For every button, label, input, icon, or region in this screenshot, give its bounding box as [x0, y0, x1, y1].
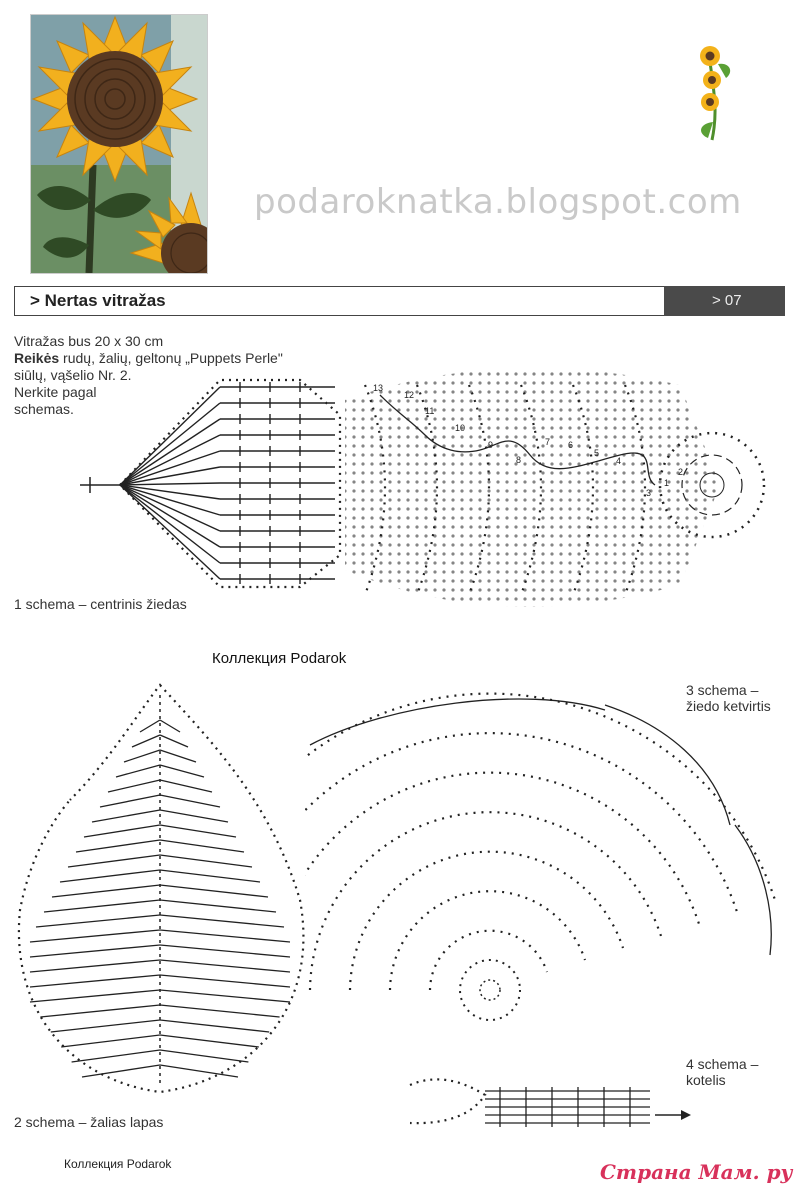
round-number: 3 [646, 488, 652, 498]
stitch-mark [120, 483, 220, 485]
stitch-mark [132, 735, 160, 747]
stitch-mark [120, 485, 220, 547]
stitch-mark [36, 915, 160, 927]
stitch-mark [160, 795, 220, 807]
stitch-mark [72, 1050, 160, 1062]
intro-hook: siūlų, vąšelio Nr. 2. [14, 367, 132, 383]
stitch-mark [160, 840, 244, 852]
stitch-mark [40, 1005, 160, 1017]
stitch-mark [120, 419, 220, 485]
stitch-mark [30, 945, 160, 957]
intro-instruction-1: Nerkite pagal [14, 384, 97, 400]
fan-arc [305, 694, 775, 990]
schema1-caption: 1 schema – centrinis žiedas [14, 596, 187, 612]
stitch-mark [160, 825, 236, 837]
stitch-mark [160, 1065, 238, 1077]
brand-suffix: . ру [752, 1160, 793, 1184]
fan-arc [430, 931, 547, 990]
round-number: 5 [594, 448, 600, 458]
stitch-mark [160, 765, 204, 777]
stitch-mark [160, 915, 284, 927]
stitch-mark [61, 1035, 160, 1047]
stitch-mark [160, 810, 228, 822]
intro-materials-rest: rudų, žalių, geltonų „Puppets Perle" [59, 350, 283, 366]
stitch-mark [160, 1035, 259, 1047]
round-number: 10 [455, 423, 466, 433]
stitch-mark [160, 735, 188, 747]
round-number: 1 [664, 478, 670, 488]
schema3-caption [686, 682, 771, 714]
page-number-tab: > 07 [664, 286, 785, 316]
section-title: > Nertas vitražas [30, 291, 166, 310]
stitch-mark [160, 720, 180, 732]
brand-name: Страна Мам [600, 1160, 753, 1184]
stitch-mark [30, 930, 160, 942]
stitch-mark [52, 885, 160, 897]
schema4-stem-diagram [405, 1065, 695, 1145]
stitch-mark [160, 900, 276, 912]
schema2-leaf-diagram [10, 680, 320, 1100]
stitch-mark [120, 435, 220, 485]
schema4-caption-line2: kotelis [686, 1072, 726, 1088]
stitch-mark [68, 855, 160, 867]
fan-arc [305, 733, 737, 990]
round-number: 12 [404, 390, 415, 400]
schema3-caption-line2: žiedo ketvirtis [686, 698, 771, 714]
stitch-mark [108, 780, 160, 792]
round-number: 13 [373, 383, 384, 393]
stitch-mark [160, 855, 252, 867]
schema4-caption [686, 1056, 758, 1088]
stitch-mark [160, 885, 268, 897]
brand-logo [600, 1160, 793, 1184]
stitch-mark [160, 1050, 248, 1062]
stitch-mark [30, 960, 160, 972]
stitch-mark [160, 1020, 269, 1032]
stitch-mark [51, 1020, 160, 1032]
stitch-mark [160, 930, 290, 942]
stitch-mark [60, 870, 160, 882]
blog-watermark: podaroknatka.blogspot.com [254, 182, 742, 222]
fan-arc [390, 891, 585, 990]
stitch-mark [116, 765, 160, 777]
intro-materials-bold: Reikės [14, 350, 60, 366]
stitch-mark [160, 990, 290, 1002]
stitch-mark [120, 403, 220, 485]
stitch-mark [76, 840, 160, 852]
stitch-mark [120, 485, 220, 579]
stitch-mark [124, 750, 160, 762]
stitch-mark [30, 990, 160, 1002]
round-number: 2 [678, 467, 684, 477]
stitch-mark [160, 960, 290, 972]
round-number: 9 [488, 440, 494, 450]
stitch-mark [82, 1065, 160, 1077]
stitch-mark [160, 780, 212, 792]
round-number: 8 [516, 455, 522, 465]
sunflower-photo-art [31, 15, 207, 273]
round-number: 7 [545, 437, 551, 447]
fan-arc [350, 852, 623, 990]
stitch-mark [160, 750, 196, 762]
schema3-quarter-diagram [305, 685, 795, 1045]
stitch-mark [44, 900, 160, 912]
collection-label: Коллекция Podarok [212, 650, 347, 667]
round-number: 4 [616, 456, 622, 466]
round-number: 11 [425, 406, 435, 416]
stitch-mark [92, 810, 160, 822]
sunflower-photo [30, 14, 208, 274]
collection-label-bottom: Коллекция Podarok [64, 1157, 172, 1171]
stitch-mark [84, 825, 160, 837]
stitch-mark [140, 720, 160, 732]
schema1-diagram [80, 325, 800, 640]
intro-instruction-2: schemas. [14, 401, 74, 417]
schema2-caption: 2 schema – žalias lapas [14, 1114, 164, 1130]
intro-size: Vitražas bus 20 x 30 cm [14, 333, 164, 349]
schema3-caption-line1: 3 schema – [686, 682, 759, 698]
fan-arc [310, 812, 661, 990]
stitch-mark [160, 870, 260, 882]
stitch-mark [160, 945, 290, 957]
fan-arc [305, 773, 699, 990]
stitch-mark [30, 975, 160, 987]
stitch-mark [100, 795, 160, 807]
stitch-mark [160, 1005, 280, 1017]
round-number: 6 [568, 440, 574, 450]
stitch-mark [160, 975, 290, 987]
sunflower-icon [688, 42, 738, 142]
schema4-caption-line1: 4 schema – [686, 1056, 759, 1072]
